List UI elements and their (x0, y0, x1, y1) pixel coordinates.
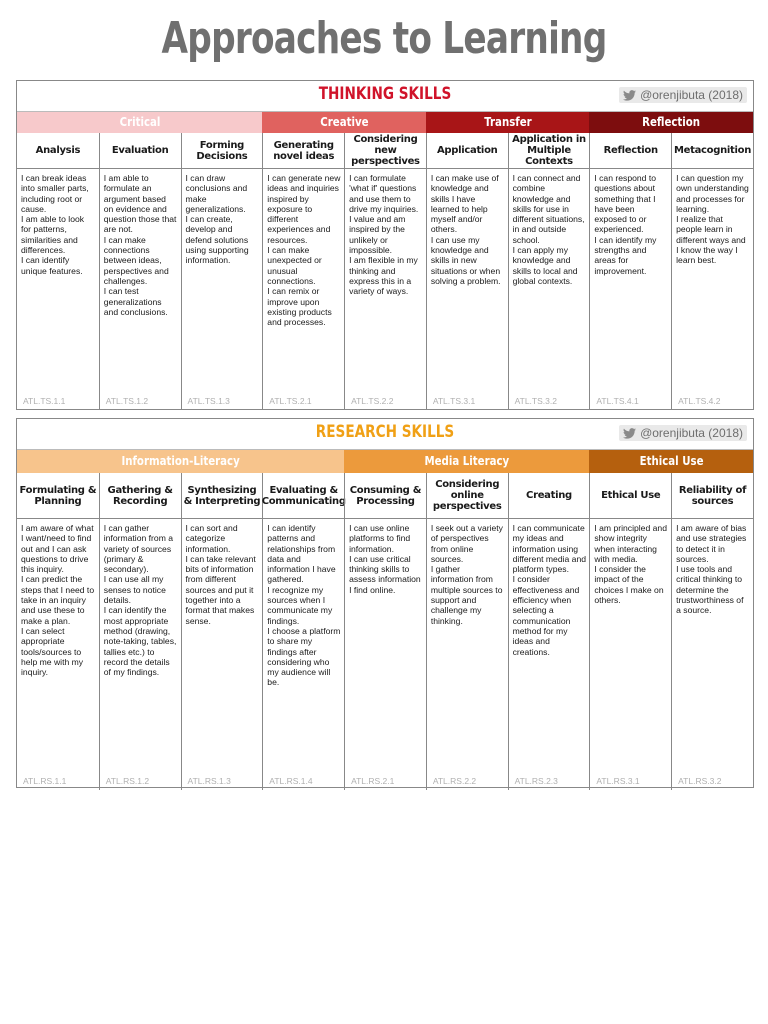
skill-cell (508, 169, 590, 410)
skill-name: Gathering & Recording (99, 473, 181, 519)
skill-name: Generating novel ideas (262, 133, 344, 169)
skill-cell (589, 169, 671, 410)
skill-code: ATL.TS.2.2 (351, 395, 394, 406)
skill-code: ATL.TS.1.3 (187, 395, 230, 406)
category-media-literacy (344, 450, 589, 473)
skill-code: ATL.RS.3.2 (678, 775, 722, 786)
page-title: Approaches to Learning (161, 13, 607, 64)
section-title: RESEARCH SKILLS (315, 422, 455, 442)
thinking-skills-table (16, 80, 754, 410)
skill-description: I can gather information from a variety of sources (primary & secondary). I can use all my senses to notice details. I can identify the most appropriate method (drawing, note-taking, tables, tallies etc.) to record the details of my findings. (103, 523, 177, 678)
skill-cell (589, 519, 671, 790)
skill-description: I am principled and show integrity when interacting with media. I consider the impact of the choices I make on others. (594, 523, 667, 606)
skill-description: I can make use of knowledge and skills I have learned to help myself and/or others. I can use my knowledge and skills in new situations or when solving a problem. (430, 173, 501, 286)
skill-code: ATL.RS.2.3 (514, 775, 558, 786)
skill-description-row (17, 169, 753, 410)
category-ethical-use (589, 450, 753, 473)
skill-name: Metacognition (671, 133, 753, 169)
handle-text: @orenjibuta (2018) (640, 426, 743, 440)
category-row (17, 112, 753, 133)
category-reflection (589, 112, 753, 133)
research-skills-table (16, 418, 754, 788)
skill-name: Consuming & Processing (344, 473, 426, 519)
skill-name: Ethical Use (589, 473, 671, 519)
skill-code: ATL.TS.4.1 (596, 395, 639, 406)
skill-code: ATL.RS.2.2 (432, 775, 477, 786)
skill-header-row (17, 133, 753, 169)
section-header (17, 419, 753, 450)
skill-name: Reliability of sources (671, 473, 753, 519)
skill-description: I can formulate 'what if' questions and use them to drive my inquiries. I value and am inspired by the unlikely or impossible. I am flexible in my thinking and express this in a variety of ways. (349, 173, 419, 297)
skill-description: I can respond to questions about something that I have been exposed to or experienced. I can identify my strengths and areas for improvement. (594, 173, 657, 276)
skill-cell (426, 519, 508, 790)
skill-description: I can draw conclusions and make generalizations. I can create, develop and defend solutions using supporting information. (185, 173, 249, 266)
skill-cell (262, 169, 344, 410)
handle-text: @orenjibuta (2018) (640, 88, 743, 102)
skill-code: ATL.RS.1.4 (269, 775, 313, 786)
category-label: Reflection (642, 115, 701, 129)
skill-description: I can connect and combine knowledge and skills for use in different situations, in and outside school. I can apply my knowledge and skills to local and global contexts. (512, 173, 585, 286)
skill-cell (17, 169, 99, 410)
twitter-handle-badge (619, 425, 747, 441)
skill-description: I can generate new ideas and inquiries inspired by exposure to different experiences and resources. I can make unexpected or unusual connections. I can remix or improve upon existing products and processes. (267, 173, 341, 328)
twitter-bird-icon (623, 428, 636, 439)
skill-description: I am able to formulate an argument based on evidence and question those that are not. I can make connections between ideas, perspectives and challenges. I can test generalizations and conclusions. (103, 173, 177, 317)
skill-name: Synthesizing & Interpreting (181, 473, 263, 519)
skill-code: ATL.TS.3.1 (432, 395, 476, 406)
skill-description-row (17, 519, 753, 790)
skill-cell (508, 519, 590, 790)
skill-name: Analysis (17, 133, 99, 169)
skill-name: Evaluating & Communicating (262, 473, 344, 519)
category-critical (17, 112, 262, 133)
skill-description: I seek out a variety of perspectives from online sources. I gather information from multiple sources to support and challenge my thinking. (430, 523, 503, 626)
twitter-handle-badge (619, 87, 747, 103)
skill-name: Considering online perspectives (426, 473, 508, 519)
skill-name: Application (426, 133, 508, 169)
section-header (17, 81, 753, 112)
skill-cell (99, 519, 181, 790)
skill-code: ATL.RS.1.2 (105, 775, 150, 786)
skill-code: ATL.RS.1.3 (187, 775, 231, 786)
category-label: Critical (119, 115, 161, 129)
section-title: THINKING SKILLS (318, 84, 452, 104)
skill-name: Evaluation (99, 133, 181, 169)
skill-code: ATL.RS.1.1 (23, 775, 67, 786)
skill-cell (426, 169, 508, 410)
category-information-literacy (17, 450, 344, 473)
skill-description: I can sort and categorize information. I can take relevant bits of information from different sources and put it together into a format that makes sense. (185, 523, 256, 626)
skill-code: ATL.RS.2.1 (351, 775, 395, 786)
category-label: Information-Literacy (121, 454, 240, 468)
skill-cell (99, 169, 181, 410)
skill-cell (671, 169, 753, 410)
skill-name: Formulating & Planning (17, 473, 99, 519)
category-row (17, 450, 753, 473)
skill-name: Forming Decisions (181, 133, 263, 169)
skill-description: I can break ideas into smaller parts, including root or cause. I am able to look for patterns, similarities and differences. I can identify unique features. (21, 173, 89, 276)
skill-code: ATL.TS.3.2 (514, 395, 557, 406)
skill-description: I can identify patterns and relationships from data and information I have gathered. I recognize my sources when I communicate my findings. I choose a platform to share my findings after considering who my audience will be. (267, 523, 341, 688)
skill-cell (181, 519, 263, 790)
skill-cell (671, 519, 753, 790)
category-transfer (426, 112, 590, 133)
skill-code: ATL.RS.3.1 (596, 775, 640, 786)
skill-description: I can use online platforms to find information. I can use critical thinking skills to assess information I find online. (349, 523, 421, 595)
skill-code: ATL.TS.4.2 (678, 395, 721, 406)
category-creative (262, 112, 426, 133)
skill-cell (344, 519, 426, 790)
skill-code: ATL.TS.2.1 (269, 395, 312, 406)
category-label: Media Literacy (424, 454, 510, 468)
skill-cell (17, 519, 99, 790)
category-label: Ethical Use (639, 454, 704, 468)
skill-cell (181, 169, 263, 410)
skill-cell (344, 169, 426, 410)
category-label: Creative (319, 115, 369, 129)
skill-description: I am aware of bias and use strategies to detect it in sources. I use tools and critical thinking to determine the trustworthiness of a source. (676, 523, 747, 616)
skill-name: Creating (508, 473, 590, 519)
skill-description: I can question my own understanding and processes for learning. I realize that people learn in different ways and I know the way I learn best. (676, 173, 749, 266)
twitter-bird-icon (623, 90, 636, 101)
skill-name: Application in Multiple Contexts (508, 133, 590, 169)
skill-code: ATL.TS.1.1 (23, 395, 66, 406)
skill-description: I can communicate my ideas and information using different media and platform types. I consider effectiveness and efficiency when selecting a communication method for my ideas and creations. (512, 523, 587, 657)
skill-code: ATL.TS.1.2 (105, 395, 149, 406)
skill-name: Reflection (589, 133, 671, 169)
category-label: Transfer (483, 115, 532, 129)
skill-name: Considering new perspectives (344, 133, 426, 169)
skill-description: I am aware of what I want/need to find out and I can ask questions to drive this inquiry. I can predict the steps that I need to take in an inquiry and use these to make a plan. I can select appropriate tools/sources to help me with my inquiry. (21, 523, 95, 678)
skill-cell (262, 519, 344, 790)
skill-header-row (17, 473, 753, 519)
